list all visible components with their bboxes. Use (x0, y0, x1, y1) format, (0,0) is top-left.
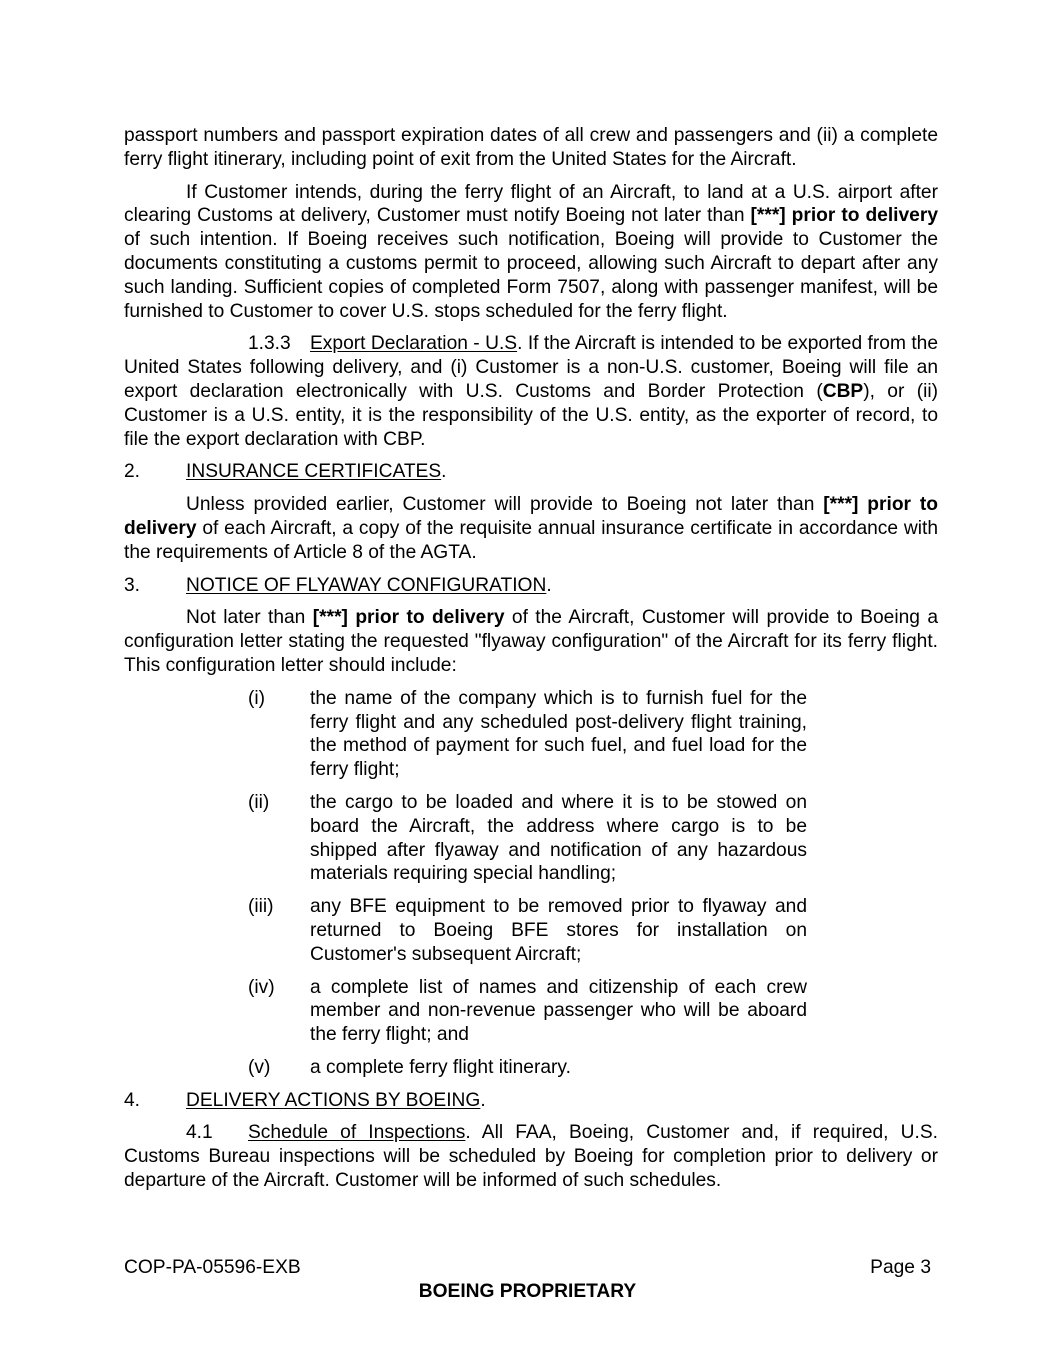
list-item-marker: (v) (248, 1056, 271, 1078)
section-3-text-b: of the Aircraft, Customer will provide to Boeing a configuration letter stating the requested "flyaway configuration" of the Aircraft for its ferry flight. This configuration letter should include: (124, 607, 939, 676)
list-item-marker: (i) (248, 687, 266, 709)
export-number: 1.3.3 (248, 333, 291, 355)
export-bold: CBP (822, 380, 864, 402)
paragraph-customs-landing (124, 181, 938, 324)
section-2-bold: [***] prior to delivery (124, 494, 938, 539)
list-item (248, 791, 807, 886)
section-3-paragraph (124, 606, 938, 677)
section-4-1-number: 4.1 (186, 1122, 213, 1144)
document-id: COP-PA-05596-EXB (124, 1257, 301, 1278)
list-item-text: the name of the company which is to furnish fuel for the ferry flight and any scheduled post-delivery flight training, the method of payment for such fuel, and fuel load for the ferry flight; (310, 687, 807, 781)
customs-bold: [***] prior to delivery (750, 205, 938, 227)
section-2-heading: 2. INSURANCE CERTIFICATES. (124, 461, 447, 483)
page-number: Page 3 (870, 1257, 931, 1278)
paragraph-passport-text: passport numbers and passport expiration dates of all crew and passengers and (ii) a complete ferry flight itinerary, including point of exit from the United States for the Aircraft. (124, 125, 938, 170)
list-item-text: a complete ferry flight itinerary. (310, 1056, 571, 1078)
list-item-marker: (iii) (248, 896, 274, 918)
document-body (124, 124, 938, 1202)
paragraph-export-declaration (124, 332, 938, 451)
section-4-1-title: Schedule of Inspections (248, 1122, 466, 1144)
list-item (248, 1056, 807, 1080)
section-2-paragraph (124, 493, 938, 564)
section-2-number: 2. (124, 461, 141, 483)
section-4-number: 4. (124, 1089, 141, 1111)
export-text-b: ), or (ii) Customer is a U.S. entity, it is the responsibility of the U.S. entity, as the exporter of record, to file the export declaration with CBP. (124, 380, 939, 450)
customs-text-a: If Customer intends, during the ferry flight of an Aircraft, to land at a U.S. airport after clearing Customs at delivery, Customer must notify Boeing not later than (124, 181, 938, 227)
list-item-text: the cargo to be loaded and where it is to be stowed on board the Aircraft, the address where cargo is to be shipped after flyaway and notification of any hazardous materials requiring special handling; (310, 791, 807, 885)
list-item-text: any BFE equipment to be removed prior to flyaway and returned to Boeing BFE stores for installation on Customer's subsequent Aircraft; (310, 896, 807, 965)
list-item (248, 895, 807, 966)
paragraph-passport (124, 124, 938, 172)
export-text-a: . If the Aircraft is intended to be exported from the United States following delivery, and (i) Customer is a non-U.S. customer, Boeing will file an export declaration electronically with U.S. Customs and Border Protection ( (124, 333, 939, 402)
page-footer (124, 1256, 931, 1304)
section-3-bold: [***] prior to delivery (312, 607, 505, 629)
list-item (248, 976, 807, 1047)
section-3-text-a: Not later than (186, 607, 313, 629)
section-4-1-paragraph (124, 1121, 938, 1192)
list-item-marker: (iv) (248, 976, 275, 998)
section-3-number: 3. (124, 574, 141, 596)
section-2-title: INSURANCE CERTIFICATES (186, 461, 442, 483)
customs-text-b: of such intention. If Boeing receives such notification, Boeing will provide to Customer the documents constituting a customs permit to proceed, allowing such Aircraft to depart after any such landing. Sufficient copies of completed Form 7507, along with passenger manifest, will be furnished to Customer to cover U.S. stops scheduled for the ferry flight. (124, 229, 938, 322)
section-2-text-a: Unless provided earlier, Customer will provide to Boeing not later than (186, 494, 824, 516)
section-3-title: NOTICE OF FLYAWAY CONFIGURATION (186, 574, 547, 596)
section-3-heading: 3. NOTICE OF FLYAWAY CONFIGURATION. (124, 574, 552, 596)
section-4-title: DELIVERY ACTIONS BY BOEING (186, 1089, 481, 1111)
section-4-1-text: . All FAA, Boeing, Customer and, if required, U.S. Customs Bureau inspections will be scheduled by Boeing for completion prior to delivery or departure of the Aircraft. Customer will be informed of such schedules. (124, 1122, 938, 1192)
proprietary-notice: BOEING PROPRIETARY (418, 1281, 637, 1302)
export-title: Export Declaration - U.S (310, 333, 518, 355)
list-item (248, 687, 807, 782)
list-item-text: a complete list of names and citizenship of each crew member and non-revenue passenger who will be aboard the ferry flight; and (310, 976, 807, 1046)
section-4-heading: 4. DELIVERY ACTIONS BY BOEING. (124, 1089, 486, 1111)
section-2-text-b: of each Aircraft, a copy of the requisite annual insurance certificate in accordance with the requirements of Article 8 of the AGTA. (124, 517, 938, 563)
list-item-marker: (ii) (248, 791, 270, 813)
configuration-list (248, 687, 807, 1080)
